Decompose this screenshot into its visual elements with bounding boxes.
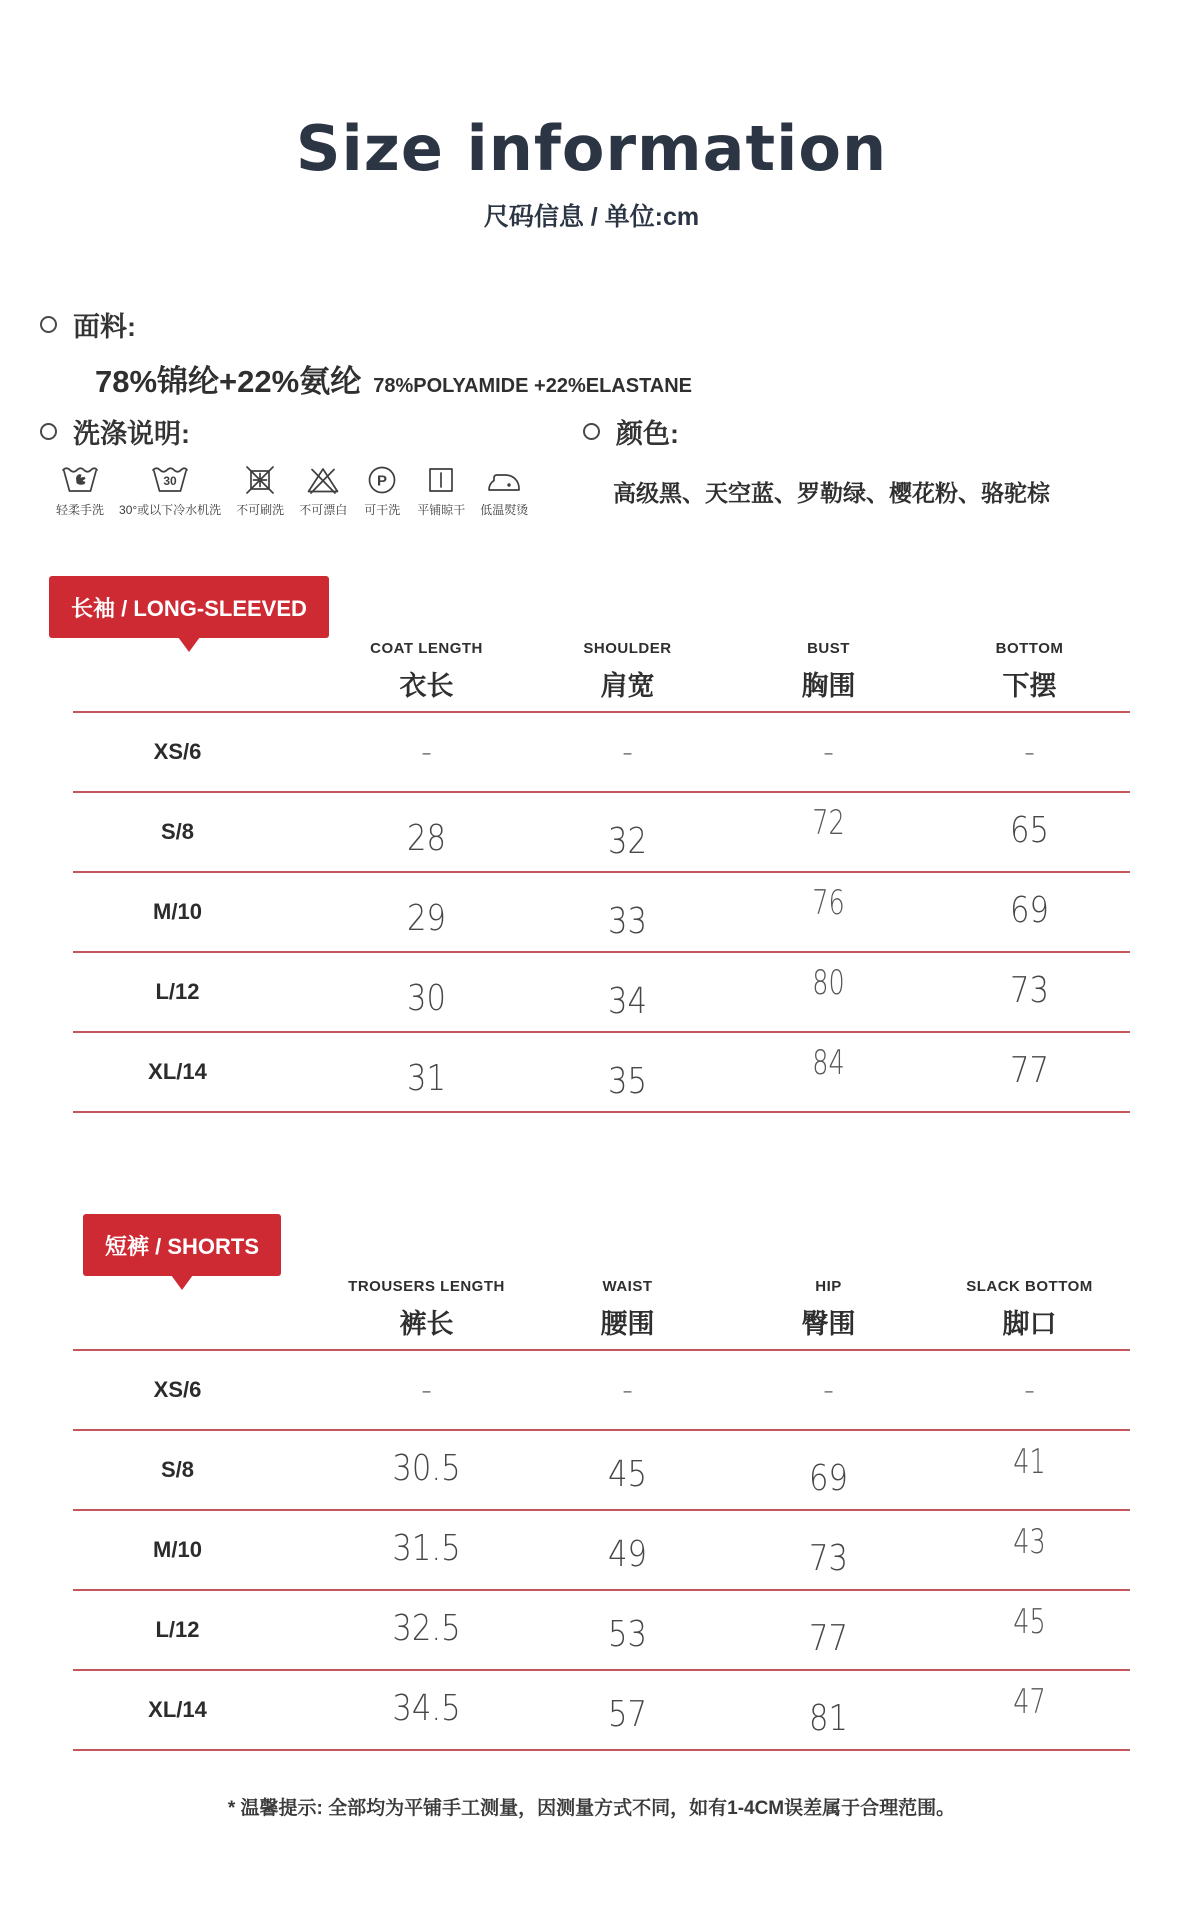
circle-bullet-icon	[40, 423, 57, 440]
do-not-scrub-icon	[240, 461, 280, 497]
measurement-disclaimer: * 温馨提示: 全部均为平铺手工测量，因测量方式不同，如有1-4CM误差属于合理范围。	[227, 1798, 956, 1819]
size-column-spacer	[73, 1268, 326, 1349]
wash-item-dry-clean	[362, 461, 402, 518]
washing-label: 洗涤说明:	[73, 419, 190, 449]
value-cell: 73	[809, 1537, 848, 1579]
column-header: HIP 臀围	[801, 1278, 856, 1339]
value-cell: -	[823, 734, 834, 770]
value-cell: 28	[407, 817, 446, 859]
value-cell: 72	[812, 803, 845, 843]
value-cell: 30	[407, 977, 446, 1019]
table-header-row	[73, 1268, 1130, 1351]
table-row	[73, 1511, 1130, 1591]
shorts-table	[73, 1233, 1130, 1751]
size-cell: XL/14	[148, 1059, 207, 1084]
shorts-badge	[83, 1214, 281, 1276]
table-row	[73, 1033, 1130, 1113]
table-row	[73, 873, 1130, 953]
dry-clean-icon	[362, 461, 402, 497]
size-cell: M/10	[153, 899, 202, 924]
low-iron-icon	[484, 461, 524, 497]
value-cell: 49	[608, 1533, 647, 1575]
value-cell: 35	[608, 1060, 647, 1102]
wash-item-hand-wash	[56, 461, 104, 518]
column-header: WAIST 腰围	[600, 1278, 655, 1339]
long-sleeved-table	[71, 595, 1130, 1113]
badge-label: 长袖 / LONG-SLEEVED	[71, 595, 307, 621]
badge-pointer-icon	[171, 1275, 193, 1290]
value-cell: 34.5	[392, 1687, 461, 1729]
value-cell: 31	[407, 1057, 446, 1099]
value-cell: -	[421, 1372, 432, 1408]
page-header	[0, 112, 1183, 233]
colors-section	[583, 412, 1050, 508]
do-not-bleach-icon	[303, 461, 343, 497]
value-cell: 73	[1010, 969, 1049, 1011]
table-header-row	[73, 630, 1130, 713]
wash-label: 可干洗	[364, 503, 401, 517]
column-header: SLACK BOTTOM 脚口	[966, 1278, 1093, 1339]
table-row	[73, 713, 1130, 793]
colors-label: 颜色:	[616, 419, 679, 449]
value-cell: 84	[812, 1043, 845, 1083]
table-row	[73, 953, 1130, 1033]
value-cell: -	[1024, 734, 1035, 770]
wash-label: 低温熨烫	[480, 503, 529, 517]
value-cell: 29	[407, 897, 446, 939]
value-cell: 30.5	[392, 1447, 461, 1489]
size-cell: XL/14	[148, 1697, 207, 1722]
size-cell: M/10	[153, 1537, 202, 1562]
value-cell: -	[622, 734, 633, 770]
value-cell: 32	[608, 820, 647, 862]
washing-section	[40, 412, 528, 518]
size-cell: XS/6	[153, 739, 202, 764]
value-cell: -	[622, 1372, 633, 1408]
value-cell: 57	[608, 1693, 647, 1735]
value-cell: -	[823, 1372, 834, 1408]
column-header: TROUSERS LENGTH 裤长	[348, 1278, 505, 1339]
value-cell: 69	[1010, 889, 1049, 931]
wash-item-no-bleach	[299, 461, 347, 518]
fabric-composition-cn: 78%锦纶+22%氨纶	[95, 364, 362, 399]
value-cell: -	[421, 734, 432, 770]
table-row	[73, 1591, 1130, 1671]
wash-item-no-scrub	[236, 461, 284, 518]
wash-label: 平铺晾干	[417, 503, 466, 517]
value-cell: 53	[608, 1613, 647, 1655]
size-cell: L/12	[155, 1617, 200, 1642]
wash-label: 轻柔手洗	[56, 503, 105, 517]
size-cell: L/12	[155, 979, 200, 1004]
fabric-label: 面料:	[73, 312, 136, 342]
wash-label: 30°或以下冷水机洗	[119, 503, 222, 517]
value-cell: 47	[1013, 1682, 1046, 1722]
column-header: COAT LENGTH 衣长	[370, 640, 483, 701]
value-cell: 33	[608, 900, 647, 942]
machine-wash-30-icon	[150, 461, 190, 497]
value-cell: 43	[1013, 1522, 1046, 1562]
fabric-section	[40, 305, 692, 401]
column-header: BOTTOM 下摆	[995, 640, 1064, 701]
value-cell: 81	[809, 1697, 848, 1739]
table-row	[73, 793, 1130, 873]
hand-wash-icon	[60, 461, 100, 497]
value-cell: 41	[1013, 1442, 1046, 1482]
value-cell: 31.5	[392, 1527, 461, 1569]
value-cell: 77	[809, 1617, 848, 1659]
size-cell: S/8	[160, 819, 195, 844]
value-cell: 45	[1013, 1602, 1046, 1642]
wash-label: 不可漂白	[299, 503, 348, 517]
wash-item-low-iron	[480, 461, 528, 518]
page-title: Size information	[295, 112, 888, 185]
circle-bullet-icon	[40, 316, 57, 333]
svg-text:30: 30	[163, 474, 177, 488]
value-cell: 34	[608, 980, 647, 1022]
value-cell: 69	[809, 1457, 848, 1499]
colors-value: 高级黑、天空蓝、罗勒绿、樱花粉、骆驼棕	[613, 480, 1050, 506]
badge-pointer-icon	[178, 637, 200, 652]
washing-icons-row	[56, 461, 528, 518]
size-cell: XS/6	[153, 1377, 202, 1402]
value-cell: 65	[1010, 809, 1049, 851]
value-cell: 32.5	[392, 1607, 461, 1649]
value-cell: -	[1024, 1372, 1035, 1408]
badge-label: 短裤 / SHORTS	[105, 1233, 260, 1259]
column-header: BUST 胸围	[801, 640, 856, 701]
wash-label: 不可刷洗	[236, 503, 285, 517]
wash-item-machine-30	[119, 461, 221, 518]
value-cell: 80	[812, 963, 845, 1003]
fabric-composition-en: 78%POLYAMIDE +22%ELASTANE	[373, 375, 693, 397]
wash-item-flat-dry	[417, 461, 465, 518]
size-cell: S/8	[160, 1457, 195, 1482]
svg-text:P: P	[377, 472, 388, 490]
circle-bullet-icon	[583, 423, 600, 440]
page-subtitle: 尺码信息 / 单位:cm	[483, 203, 700, 231]
value-cell: 45	[608, 1453, 647, 1495]
column-header: SHOULDER 肩宽	[583, 640, 672, 701]
table-row	[73, 1431, 1130, 1511]
value-cell: 77	[1010, 1049, 1049, 1091]
table-row	[73, 1671, 1130, 1751]
long-sleeved-badge	[49, 576, 329, 638]
value-cell: 76	[812, 883, 845, 923]
table-row	[73, 1351, 1130, 1431]
flat-dry-icon	[421, 461, 461, 497]
